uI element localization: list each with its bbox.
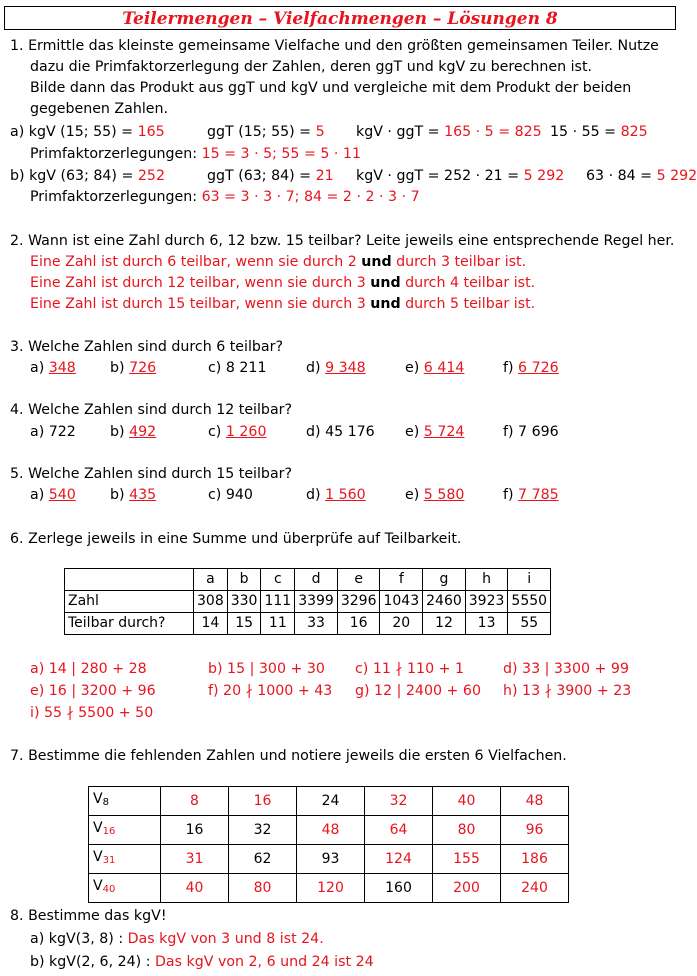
q3-text: 3. Welche Zahlen sind durch 6 teilbar? xyxy=(10,339,283,355)
q1a-ggt: ggT (15; 55) = 5 xyxy=(207,124,325,140)
q1b-ggt: ggT (63; 84) = 21 xyxy=(207,168,334,184)
q6-answer-i: i) 55 ∤ 5500 + 50 xyxy=(30,705,154,721)
q1a-product: kgV · ggT = 165 · 5 = 825 xyxy=(356,124,542,140)
q4-item-c: c) 1 260 xyxy=(208,424,267,440)
q6-answer-a: a) 14 | 280 + 28 xyxy=(30,661,147,677)
q3-item-a: a) 348 xyxy=(30,360,76,376)
q5-item-b: b) 435 xyxy=(110,487,157,503)
table-row: $V_8$ 8 16 24 32 40 48 xyxy=(89,787,569,816)
q2-text: 2. Wann ist eine Zahl durch 6, 12 bzw. 15 teilbar? Leite jeweils eine entsprechende Regel her. xyxy=(10,233,675,249)
q3-item-f: f) 6 726 xyxy=(503,360,559,376)
divisibility-table xyxy=(64,568,551,635)
q8-item-a: a) kgV(3, 8) : Das kgV von 3 und 8 ist 24. xyxy=(30,931,324,947)
q4-item-d: d) 45 176 xyxy=(306,424,375,440)
q1a-kgv: a) kgV (15; 55) = 165 xyxy=(10,124,165,140)
q2-rule-12: Eine Zahl ist durch 12 teilbar, wenn sie durch 3 und durch 4 teilbar ist. xyxy=(30,275,536,291)
q1-text-line3: Bilde dann das Produkt aus ggT und kgV und vergleiche mit dem Produkt der beiden xyxy=(30,80,632,96)
q3-item-b: b) 726 xyxy=(110,360,157,376)
table-row: a b c d e f g h i xyxy=(65,569,551,591)
q8-text: 8. Bestimme das kgV! xyxy=(10,908,167,924)
q5-item-c: c) 940 xyxy=(208,487,253,503)
q2-rule-6: Eine Zahl ist durch 6 teilbar, wenn sie durch 2 und durch 3 teilbar ist. xyxy=(30,254,527,270)
q1b-kgv: b) kgV (63; 84) = 252 xyxy=(10,168,165,184)
q3-item-e: e) 6 414 xyxy=(405,360,465,376)
q7-text: 7. Bestimme die fehlenden Zahlen und notiere jeweils die ersten 6 Vielfachen. xyxy=(10,748,567,764)
q1b-numbers-product: 63 · 84 = 5 292 xyxy=(586,168,697,184)
q1-text-line2: dazu die Primfaktorzerlegung der Zahlen, deren ggT und kgV zu berechnen ist. xyxy=(30,59,593,75)
q4-item-b: b) 492 xyxy=(110,424,157,440)
q8-item-b: b) kgV(2, 6, 24) : Das kgV von 2, 6 und 24 ist 24 xyxy=(30,954,374,970)
q6-answer-g: g) 12 | 2400 + 60 xyxy=(355,683,481,699)
q5-item-e: e) 5 580 xyxy=(405,487,465,503)
q4-text: 4. Welche Zahlen sind durch 12 teilbar? xyxy=(10,402,292,418)
q1b-prime-factors: Primfaktorzerlegungen: 63 = 3 · 3 · 7; 84 = 2 · 2 · 3 · 7 xyxy=(30,189,420,205)
q1b-product: kgV · ggT = 252 · 21 = 5 292 xyxy=(356,168,565,184)
table-row: $V_{40}$ 40 80 120 160 200 240 xyxy=(89,874,569,903)
q5-item-d: d) 1 560 xyxy=(306,487,366,503)
q3-item-c: c) 8 211 xyxy=(208,360,267,376)
multiples-table xyxy=(88,786,569,903)
q4-item-e: e) 5 724 xyxy=(405,424,465,440)
q1-text-line1: 1. Ermittle das kleinste gemeinsame Vielfache und den größten gemeinsamen Teiler. Nutze xyxy=(10,38,659,54)
q6-text: 6. Zerlege jeweils in eine Summe und überprüfe auf Teilbarkeit. xyxy=(10,531,462,547)
q6-answer-e: e) 16 | 3200 + 96 xyxy=(30,683,156,699)
q6-answer-b: b) 15 | 300 + 30 xyxy=(208,661,325,677)
q6-answer-d: d) 33 | 3300 + 99 xyxy=(503,661,629,677)
q5-item-f: f) 7 785 xyxy=(503,487,559,503)
q4-item-a: a) 722 xyxy=(30,424,76,440)
q5-text: 5. Welche Zahlen sind durch 15 teilbar? xyxy=(10,466,292,482)
q6-answer-c: c) 11 ∤ 110 + 1 xyxy=(355,661,465,677)
table-row: Zahl 308 330 111 3399 3296 1043 2460 3923 5550 xyxy=(65,591,551,613)
q4-item-f: f) 7 696 xyxy=(503,424,559,440)
q3-item-d: d) 9 348 xyxy=(306,360,366,376)
q1a-prime-factors: Primfaktorzerlegungen: 15 = 3 · 5; 55 = 5 · 11 xyxy=(30,146,361,162)
table-row: Teilbar durch? 14 15 11 33 16 20 12 13 55 xyxy=(65,613,551,635)
q1-text-line4: gegebenen Zahlen. xyxy=(30,101,169,117)
q1a-numbers-product: 15 · 55 = 825 xyxy=(550,124,648,140)
q6-answer-h: h) 13 ∤ 3900 + 23 xyxy=(503,683,632,699)
q5-item-a: a) 540 xyxy=(30,487,76,503)
q6-answer-f: f) 20 ∤ 1000 + 43 xyxy=(208,683,333,699)
table-row: $V_{31}$ 31 62 93 124 155 186 xyxy=(89,845,569,874)
page-title: Teilermengen – Vielfachmengen – Lösungen 8 xyxy=(4,6,676,30)
q2-rule-15: Eine Zahl ist durch 15 teilbar, wenn sie durch 3 und durch 5 teilbar ist. xyxy=(30,296,536,312)
table-row: $V_{16}$ 16 32 48 64 80 96 xyxy=(89,816,569,845)
